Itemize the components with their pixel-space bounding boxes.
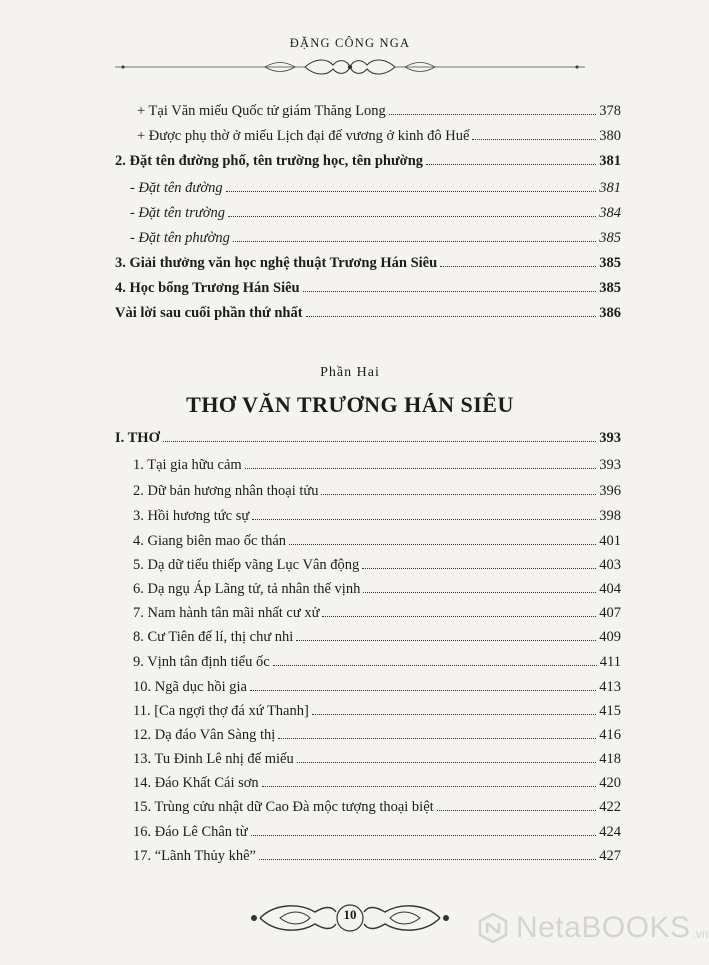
entry-title: 2. Dữ bản hương nhân thoại tửu — [133, 483, 319, 499]
toc-entry — [137, 101, 621, 121]
toc-entry — [115, 278, 621, 298]
dot-leader — [426, 164, 596, 165]
entry-page: 386 — [599, 305, 621, 321]
entry-title: 4. Giang biên mao ốc thán — [133, 533, 287, 549]
entry-title: 15. Trùng cửu nhật dữ Cao Đà mộc tượng thoại biệt — [133, 799, 434, 815]
entry-title: 2. Đặt tên đường phố, tên trường học, tên phường — [115, 153, 424, 169]
entry-title: 16. Đáo Lê Chân từ — [133, 824, 248, 840]
entry-title: I. THƠ — [115, 430, 160, 446]
book-logo-icon — [476, 911, 510, 945]
entry-page: 396 — [599, 483, 621, 499]
entry-title: - Đặt tên trường — [130, 205, 225, 221]
dot-leader — [262, 786, 597, 787]
entry-title: 12. Dạ đáo Vân Sàng thị — [133, 727, 276, 743]
toc-poem-entry — [133, 822, 621, 842]
running-header: ĐẶNG CÔNG NGA — [289, 36, 411, 50]
toc-poem-entry — [133, 579, 621, 599]
dot-leader — [163, 441, 596, 442]
entry-title: 4. Học bổng Trương Hán Siêu — [115, 280, 300, 296]
entry-page: 381 — [599, 180, 621, 196]
entry-title: - Đặt tên phường — [130, 230, 230, 246]
toc-poem-entry — [133, 677, 621, 697]
entry-page: 378 — [599, 103, 621, 119]
toc-entry — [115, 303, 621, 323]
toc-poem-entry — [133, 481, 621, 501]
entry-page: 401 — [599, 533, 621, 549]
entry-page: 403 — [599, 557, 621, 573]
entry-page: 404 — [599, 581, 621, 597]
entry-page: 407 — [599, 605, 621, 621]
entry-title: 5. Dạ dữ tiểu thiếp vãng Lục Vân động — [133, 557, 360, 573]
dot-leader — [437, 810, 597, 811]
page-number: 10 — [343, 907, 357, 922]
dot-leader — [250, 690, 596, 691]
dot-leader — [362, 568, 596, 569]
toc-poem-entry — [133, 846, 621, 866]
entry-page: 398 — [599, 508, 621, 524]
toc-poem-entry — [133, 725, 621, 745]
dot-leader — [322, 616, 596, 617]
entry-title: 7. Nam hành tân mãi nhất cư xử — [133, 605, 320, 621]
entry-title: 1. Tại gia hữu cảm — [133, 457, 242, 473]
entry-title: 13. Tu Đinh Lê nhị đế miếu — [133, 751, 294, 767]
toc-entry — [130, 203, 621, 223]
entry-page: 384 — [599, 205, 621, 221]
entry-page: 393 — [599, 430, 621, 446]
dot-leader — [245, 468, 597, 469]
entry-title: 10. Ngã dục hồi gia — [133, 679, 247, 695]
dot-leader — [389, 114, 596, 115]
dot-leader — [259, 859, 596, 860]
dot-leader — [312, 714, 596, 715]
entry-title: 3. Giải thưởng văn học nghệ thuật Trương Hán Siêu — [115, 255, 438, 271]
toc-entry — [115, 151, 621, 171]
entry-page: 418 — [599, 751, 621, 767]
dot-leader — [306, 316, 597, 317]
entry-title: 8. Cư Tiên đế lí, thị chư nhi — [133, 629, 294, 645]
entry-page: 385 — [599, 255, 621, 271]
dot-leader — [228, 216, 596, 217]
entry-title: 11. [Ca ngợi thợ đá xứ Thanh] — [133, 703, 309, 719]
entry-page: 409 — [599, 629, 621, 645]
toc-poem-entry — [133, 506, 621, 526]
dot-leader — [472, 139, 596, 140]
toc-poem-entry — [133, 701, 621, 721]
dot-leader — [233, 241, 596, 242]
dot-leader — [321, 494, 596, 495]
entry-page: 416 — [599, 727, 621, 743]
entry-page: 424 — [599, 824, 621, 840]
entry-title: 3. Hồi hương tức sự — [133, 508, 250, 524]
toc-poem-entry — [133, 627, 621, 647]
toc-entry — [115, 253, 621, 273]
entry-title: 14. Đáo Khất Cái sơn — [133, 775, 259, 791]
dot-leader — [252, 519, 596, 520]
dot-leader — [251, 835, 597, 836]
dot-leader — [363, 592, 596, 593]
part-label: Phần Hai — [320, 365, 380, 380]
toc-entry — [137, 126, 621, 146]
entry-title: + Được phụ thờ ở miếu Lịch đại đế vương ở kinh đô Huế — [137, 128, 470, 144]
toc-poem-entry — [133, 749, 621, 769]
toc-poem-entry — [133, 455, 621, 475]
entry-title: 9. Vịnh tân định tiểu ốc — [133, 654, 270, 670]
dot-leader — [289, 544, 596, 545]
toc-poem-entry — [133, 797, 621, 817]
toc-poem-entry — [133, 531, 621, 551]
watermark-brand: NetaBOOKS — [516, 911, 691, 944]
toc-poem-entry — [133, 603, 621, 623]
toc-entry — [130, 178, 621, 198]
toc-entry — [130, 228, 621, 248]
entry-page: 427 — [599, 848, 621, 864]
part-title: THƠ VĂN TRƯƠNG HÁN SIÊU — [186, 392, 514, 417]
entry-page: 420 — [599, 775, 621, 791]
toc-poem-entry — [133, 773, 621, 793]
entry-page: 380 — [599, 128, 621, 144]
entry-title: 6. Dạ ngụ Áp Lãng tử, tả nhân thế vịnh — [133, 581, 361, 597]
entry-page: 385 — [599, 280, 621, 296]
entry-page: 393 — [599, 457, 621, 473]
watermark-suffix: .vn — [692, 927, 709, 941]
dot-leader — [440, 266, 596, 267]
entry-title: 17. “Lãnh Thủy khê” — [133, 848, 256, 864]
entry-page: 381 — [599, 153, 621, 169]
dot-leader — [297, 762, 597, 763]
entry-title: + Tại Văn miếu Quốc tử giám Thăng Long — [137, 103, 386, 119]
entry-page: 385 — [599, 230, 621, 246]
watermark — [476, 910, 709, 946]
entry-page: 415 — [599, 703, 621, 719]
entry-title: Vài lời sau cuối phần thứ nhất — [115, 305, 303, 321]
entry-page: 422 — [599, 799, 621, 815]
dot-leader — [303, 291, 597, 292]
entry-page: 413 — [599, 679, 621, 695]
entry-page: 411 — [599, 654, 621, 670]
dot-leader — [278, 738, 596, 739]
toc-poem-entry — [133, 555, 621, 575]
entry-title: - Đặt tên đường — [130, 180, 223, 196]
dot-leader — [296, 640, 596, 641]
dot-leader — [226, 191, 597, 192]
toc-poem-entry — [133, 652, 621, 672]
toc-section-heading — [115, 428, 621, 448]
dot-leader — [273, 665, 597, 666]
